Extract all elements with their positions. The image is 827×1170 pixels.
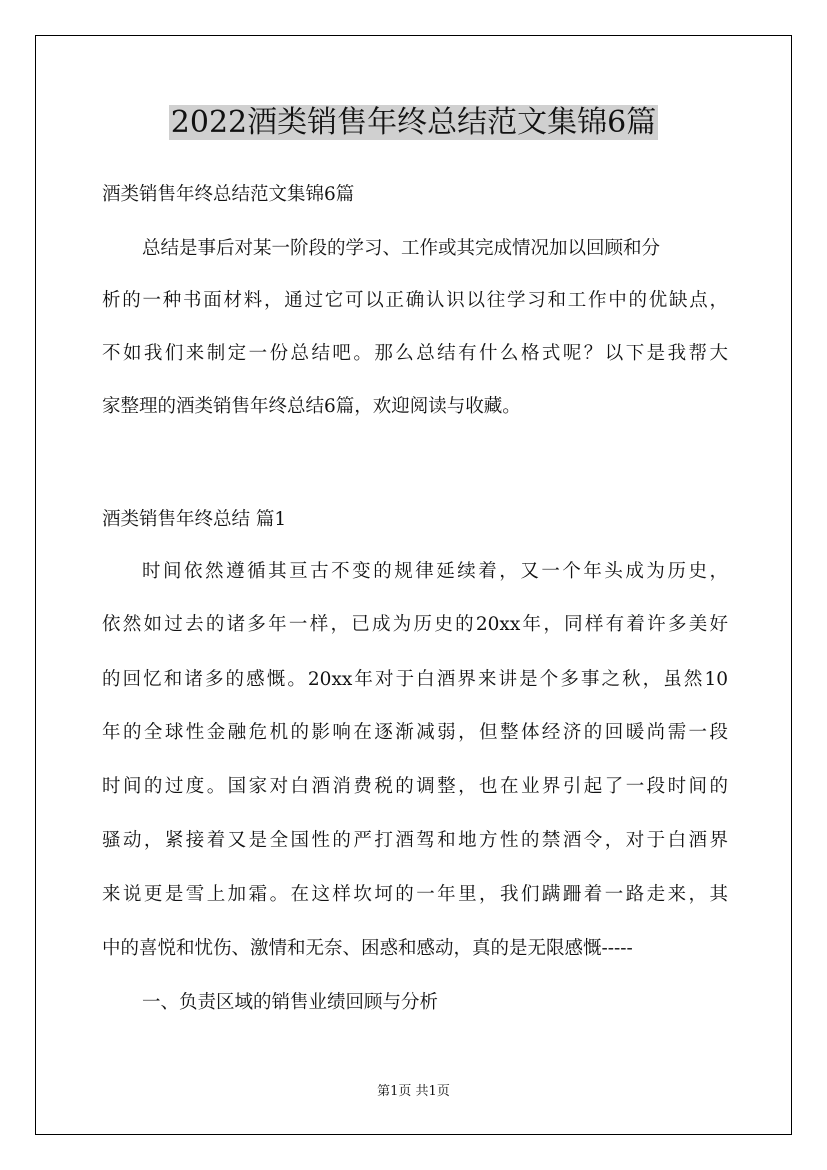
- intro-line-3: 不如我们来制定一份总结吧。那么总结有什么格式呢？以下是我帮大: [102, 343, 728, 364]
- section1-line-6: 骚动，紧接着又是全国性的严打酒驾和地方性的禁酒令，对于白酒界: [102, 830, 728, 851]
- section1-line-8: 中的喜悦和忧伤、激情和无奈、困惑和感动，真的是无限感慨-----: [102, 938, 633, 959]
- document-title-text: 2022酒类销售年终总结范文集锦6篇: [170, 105, 657, 140]
- intro-line-2: 析的一种书面材料，通过它可以正确认识以往学习和工作中的优缺点，: [102, 290, 728, 311]
- section1-line-4: 年的全球性金融危机的影响在逐渐减弱，但整体经济的回暖尚需一段: [102, 722, 728, 743]
- page-footer: 第1页 共1页: [377, 1084, 450, 1099]
- section1-line-7: 来说更是雪上加霜。在这样坎坷的一年里，我们蹒跚着一路走来，其: [102, 884, 728, 905]
- section1-line-2: 依然如过去的诸多年一样，已成为历史的20xx年，同样有着许多美好: [102, 614, 728, 635]
- subheading-1: 一、负责区域的销售业绩回顾与分析: [142, 992, 439, 1013]
- section-heading-1: 酒类销售年终总结 篇1: [102, 509, 287, 530]
- intro-line-1: 总结是事后对某一阶段的学习、工作或其完成情况加以回顾和分: [142, 238, 661, 259]
- document-title: [0, 101, 827, 145]
- document-subtitle: 酒类销售年终总结范文集锦6篇: [102, 184, 355, 205]
- section1-line-1: 时间依然遵循其亘古不变的规律延续着，又一个年头成为历史，: [142, 561, 728, 582]
- section1-line-5: 时间的过度。国家对白酒消费税的调整，也在业界引起了一段时间的: [102, 776, 728, 797]
- intro-line-4: 家整理的酒类销售年终总结6篇，欢迎阅读与收藏。: [102, 396, 521, 417]
- section1-line-3: 的回忆和诸多的感慨。20xx年对于白酒界来讲是个多事之秋，虽然10: [102, 669, 728, 690]
